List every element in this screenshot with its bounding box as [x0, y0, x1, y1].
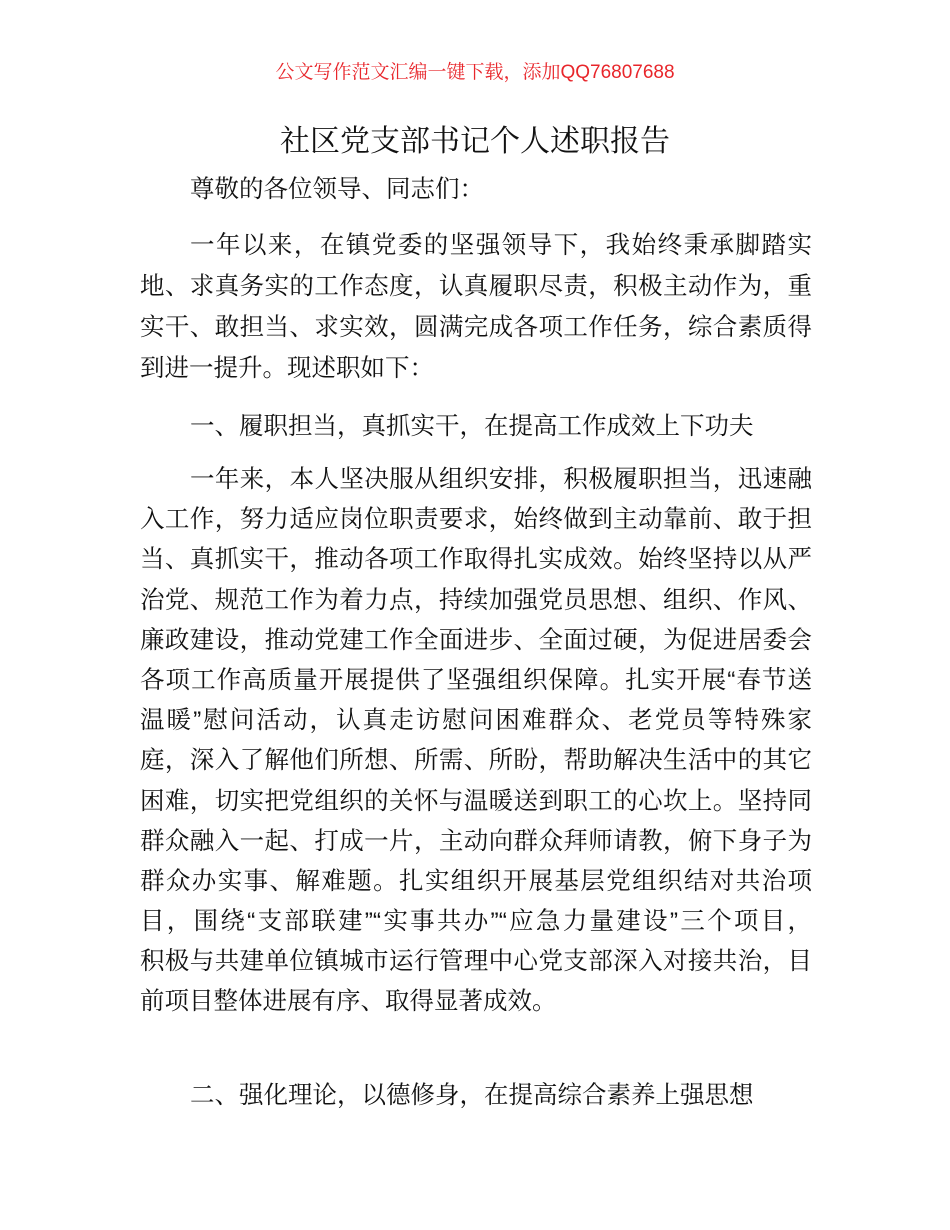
paragraph-line: 群众办实事、解难题。扎实组织开展基层党组织结对共治项	[140, 867, 812, 895]
paragraph-line: 实干、敢担当、求实效，圆满完成各项工作任务，综合素质得	[140, 314, 812, 341]
greeting-text: 尊敬的各位领导、同志们：	[190, 176, 484, 203]
paragraph-line: 到进一提升。现述职如下：	[140, 355, 434, 382]
document-title: 社区党支部书记个人述职报告	[280, 125, 670, 158]
paragraph-line: 治党、规范工作为着力点，持续加强党员思想、组织、作风、	[140, 586, 812, 614]
paragraph-line: 一年来，本人坚决服从组织安排，积极履职担当，迅速融	[190, 466, 812, 493]
paragraph-line: 庭，深入了解他们所想、所需、所盼，帮助解决生活中的其它	[140, 747, 812, 775]
greeting	[140, 169, 812, 210]
paragraph-line: 前项目整体进展有序、取得显著成效。	[140, 988, 557, 1016]
paragraph-line: 当、真抓实干，推动各项工作取得扎实成效。始终坚持以从严	[140, 546, 812, 574]
paragraph-line: 积极与共建单位镇城市运行管理中心党支部深入对接共治，目	[140, 948, 812, 976]
paragraph-line: 入工作，努力适应岗位职责要求，始终做到主动靠前、敢于担	[140, 506, 812, 534]
paragraph-line: 地、求真务实的工作态度，认真履职尽责，积极主动作为，重	[140, 273, 812, 300]
paragraph-line: 各项工作高质量开展提供了坚强组织保障。扎实开展“春节送	[140, 666, 812, 694]
section-1-paragraph	[140, 459, 812, 1022]
paragraph-line: 温暖”慰问活动，认真走访慰问困难群众、老党员等特殊家	[140, 707, 812, 735]
paragraph-line: 廉政建设，推动党建工作全面进步、全面过硬，为促进居委会	[140, 626, 812, 654]
paragraph-line: 群众融入一起、打成一片，主动向群众拜师请教，俯下身子为	[140, 827, 812, 855]
heading-text: 二、强化理论，以德修身，在提高综合素养上强思想	[190, 1082, 754, 1109]
section-heading-2	[140, 1075, 812, 1116]
intro-paragraph	[140, 225, 812, 389]
download-banner: 公文写作范文汇编一键下载，添加QQ76807688	[275, 62, 675, 83]
paragraph-line: 目，围绕“支部联建”“实事共办”“应急力量建设”三个项目，	[140, 908, 812, 936]
section-heading-1	[140, 406, 812, 447]
paragraph-line: 困难，切实把党组织的关怀与温暖送到职工的心坎上。坚持同	[140, 787, 812, 815]
heading-text: 一、履职担当，真抓实干，在提高工作成效上下功夫	[190, 413, 754, 440]
paragraph-line: 一年以来，在镇党委的坚强领导下，我始终秉承脚踏实	[190, 232, 812, 259]
